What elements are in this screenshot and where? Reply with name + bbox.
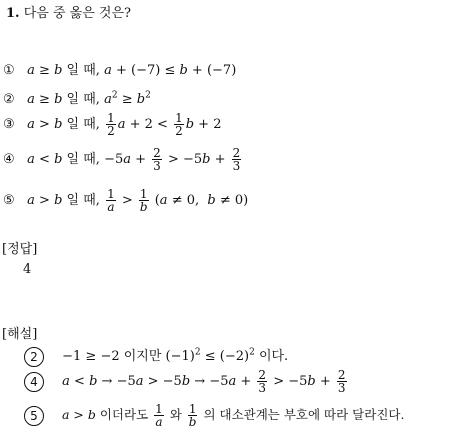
option-tail: 일 때, [66, 193, 100, 208]
question-text: 다음 중 옳은 것은? [23, 6, 131, 21]
option-1[interactable]: ① a ≥ b 일 때, a + (−7) ≤ b + (−7) [3, 63, 237, 78]
option-3[interactable]: ③ a > b 일 때, $\frac{1}{2}$ a + 2 < $\frac{1}{2}$ b + 2 [3, 111, 222, 138]
solution-line-2: 2 −1 ≥ −2 이지만 $(-1)^2 \le (-2)^2$ 이다. [24, 345, 288, 367]
option-tail: 일 때, [66, 92, 100, 107]
solution-line-4: 4 a < b → −5a > −5b → −5a + $\frac{2}{3}$ > −5b + $\frac{2}{3}$ [24, 369, 349, 394]
option-label: ① [3, 63, 15, 78]
option-tail: 일 때, [66, 152, 100, 167]
fraction: $\frac{1}{a}$ [107, 187, 115, 214]
fraction: $\frac{1}{a}$ [155, 402, 163, 429]
solution-line-5: 5 a > b 이더라도 $\frac{1}{a}$ 와 $\frac{1}{b}$ 의 대소관계는 부호에 따라 달라진다. [24, 403, 404, 428]
fraction: $\frac{2}{3}$ [258, 368, 267, 395]
option-tail: 일 때, [66, 63, 100, 78]
option-2[interactable]: ② a ≥ b 일 때, $a^2 \ge b^2$ [3, 90, 151, 107]
fraction: $\frac{1}{b}$ [188, 402, 197, 429]
fraction: $\frac{2}{3}$ [153, 146, 161, 173]
fraction: $\frac{2}{3}$ [232, 146, 241, 173]
fraction: $\frac{1}{2}$ [107, 111, 115, 138]
solution-label: 2 [24, 347, 44, 367]
fraction: $\frac{1}{2}$ [175, 111, 183, 138]
fraction: $\frac{2}{3}$ [337, 368, 346, 395]
option-label: ③ [3, 117, 15, 132]
option-4[interactable]: ④ a < b 일 때, −5a + $\frac{2}{3}$ > −5b + $\frac{2}{3}$ [3, 146, 241, 173]
fraction: $\frac{1}{b}$ [139, 187, 148, 214]
option-label: ④ [3, 152, 15, 167]
option-5[interactable]: ⑤ a > b 일 때, $\frac{1}{a}$ > $\frac{1}{b}$ (a ≠ 0, b ≠ 0) [3, 187, 249, 214]
option-label: ⑤ [3, 193, 15, 208]
question [6, 2, 131, 21]
solution-label: 5 [24, 406, 44, 426]
answer-value: 4 [23, 262, 32, 277]
question-number: 1. [6, 6, 20, 21]
answer-title: [정답] [2, 242, 38, 257]
solution-label: 4 [24, 372, 44, 392]
option-tail: 일 때, [66, 117, 100, 132]
option-label: ② [3, 92, 15, 107]
solution-title: [해설] [2, 327, 38, 342]
